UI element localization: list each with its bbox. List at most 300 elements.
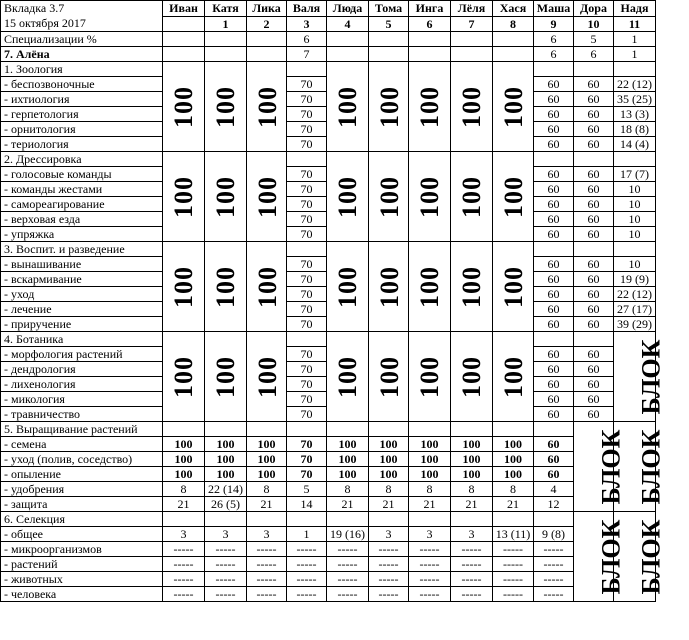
skill-label: - травничество (1, 407, 163, 422)
skill-row (1, 497, 656, 512)
col-name: Дора (574, 1, 614, 17)
value-cell (574, 152, 614, 167)
merged-score-value: 100 (333, 85, 362, 128)
merged-score-cell (493, 332, 534, 422)
value-cell: 21 (369, 497, 409, 512)
value-cell: 70 (287, 182, 327, 197)
merged-score-value: 100 (499, 175, 528, 218)
value-cell: 4 (534, 482, 574, 497)
col-name: Хася (493, 1, 534, 17)
value-cell: ----- (163, 587, 205, 602)
skill-label: - микроорганизмов (1, 542, 163, 557)
blok-label: БЛОК (596, 519, 626, 594)
blok-label: БЛОК (636, 519, 666, 594)
value-cell: ----- (409, 542, 451, 557)
value-cell: ----- (287, 542, 327, 557)
skill-label: - орнитология (1, 122, 163, 137)
merged-score-cell (163, 242, 205, 332)
value-cell: ----- (369, 542, 409, 557)
skill-label: - самореагирование (1, 197, 163, 212)
skill-label: - уход (полив, соседство) (1, 452, 163, 467)
skill-label: - общее (1, 527, 163, 542)
value-cell: 100 (369, 467, 409, 482)
value-cell: 60 (534, 317, 574, 332)
merged-score-cell (369, 242, 409, 332)
value-cell: 70 (287, 212, 327, 227)
skill-row (1, 482, 656, 497)
merged-score-cell (493, 152, 534, 242)
merged-score-value: 100 (169, 175, 198, 218)
merged-score-cell (451, 332, 493, 422)
value-cell: 12 (534, 497, 574, 512)
value-cell: 100 (493, 452, 534, 467)
value-cell: ----- (247, 572, 287, 587)
col-name: Люда (327, 1, 369, 17)
col-number (163, 16, 205, 32)
col-number: 3 (287, 16, 327, 32)
value-cell: ----- (409, 557, 451, 572)
value-cell (534, 512, 574, 527)
merged-score-value: 100 (415, 175, 444, 218)
merged-score-value: 100 (499, 265, 528, 308)
value-cell (574, 62, 614, 77)
value-cell: ----- (534, 557, 574, 572)
merged-score-value: 100 (211, 355, 240, 398)
value-cell: 60 (574, 362, 614, 377)
section-title: 1. Зоология (1, 62, 163, 77)
skill-label: - териология (1, 137, 163, 152)
tab-title-cell (1, 1, 163, 32)
value-cell (493, 47, 534, 62)
merged-score-cell (451, 62, 493, 152)
value-cell: 10 (614, 182, 656, 197)
merged-score-cell (409, 242, 451, 332)
value-cell: 60 (534, 107, 574, 122)
merged-score-value: 100 (457, 265, 486, 308)
value-cell: 60 (574, 392, 614, 407)
value-cell: 60 (574, 182, 614, 197)
col-number: 10 (574, 16, 614, 32)
section-title: 3. Воспит. и разведение (1, 242, 163, 257)
value-cell: ----- (287, 557, 327, 572)
value-cell (534, 152, 574, 167)
value-cell (247, 422, 287, 437)
value-cell (287, 512, 327, 527)
value-cell (574, 242, 614, 257)
value-cell: 8 (369, 482, 409, 497)
value-cell (451, 47, 493, 62)
merged-score-cell (409, 152, 451, 242)
value-cell: 60 (574, 317, 614, 332)
value-cell: 13 (3) (614, 107, 656, 122)
value-cell: 100 (247, 467, 287, 482)
value-cell: 70 (287, 452, 327, 467)
value-cell: 10 (614, 197, 656, 212)
value-cell: 19 (16) (327, 527, 369, 542)
value-cell: 70 (287, 137, 327, 152)
merged-score-value: 100 (499, 85, 528, 128)
tab-title: Вкладка 3.7 (4, 1, 65, 15)
value-cell: 60 (534, 302, 574, 317)
skill-label: - защита (1, 497, 163, 512)
alena-row (1, 47, 656, 62)
value-cell: ----- (205, 572, 247, 587)
skill-label: - герпетология (1, 107, 163, 122)
header-names-row (1, 1, 656, 17)
value-cell: 60 (574, 302, 614, 317)
skill-label: - семена (1, 437, 163, 452)
value-cell: ----- (287, 587, 327, 602)
value-cell: 60 (574, 212, 614, 227)
value-cell: 100 (451, 437, 493, 452)
value-cell: 70 (287, 167, 327, 182)
value-cell: 100 (247, 437, 287, 452)
value-cell (327, 512, 369, 527)
value-cell: 60 (534, 197, 574, 212)
value-cell: 70 (287, 227, 327, 242)
section-title: 2. Дрессировка (1, 152, 163, 167)
col-number: 4 (327, 16, 369, 32)
value-cell (287, 62, 327, 77)
skill-label: - голосовые команды (1, 167, 163, 182)
col-name: Лика (247, 1, 287, 17)
value-cell: 100 (163, 452, 205, 467)
value-cell: 21 (163, 497, 205, 512)
value-cell: 21 (451, 497, 493, 512)
value-cell: ----- (451, 542, 493, 557)
value-cell: 6 (534, 32, 574, 47)
value-cell: 8 (327, 482, 369, 497)
merged-score-value: 100 (375, 355, 404, 398)
value-cell: 1 (614, 47, 656, 62)
value-cell (287, 332, 327, 347)
value-cell (287, 422, 327, 437)
col-number: 6 (409, 16, 451, 32)
value-cell: 70 (287, 272, 327, 287)
merged-score-cell (163, 62, 205, 152)
value-cell: 22 (14) (205, 482, 247, 497)
section-title: 6. Селекция (1, 512, 163, 527)
value-cell: 22 (12) (614, 77, 656, 92)
value-cell: 60 (534, 347, 574, 362)
value-cell: ----- (369, 572, 409, 587)
value-cell: 26 (5) (205, 497, 247, 512)
value-cell: 70 (287, 407, 327, 422)
col-number: 8 (493, 16, 534, 32)
value-cell: 8 (163, 482, 205, 497)
value-cell (409, 512, 451, 527)
value-cell (409, 422, 451, 437)
col-name: Иван (163, 1, 205, 17)
value-cell: 100 (369, 437, 409, 452)
col-name: Валя (287, 1, 327, 17)
col-name: Инга (409, 1, 451, 17)
value-cell (493, 32, 534, 47)
specialization-row-label: Специализации % (1, 32, 163, 47)
blok-label: БЛОК (596, 429, 626, 504)
value-cell: ----- (534, 572, 574, 587)
value-cell: 5 (574, 32, 614, 47)
merged-score-cell (205, 242, 247, 332)
value-cell: 60 (534, 212, 574, 227)
value-cell: ----- (327, 587, 369, 602)
section-header-row (1, 422, 656, 437)
value-cell: 3 (369, 527, 409, 542)
value-cell (493, 512, 534, 527)
value-cell (451, 422, 493, 437)
value-cell: 60 (534, 287, 574, 302)
value-cell: 70 (287, 347, 327, 362)
value-cell (163, 32, 205, 47)
value-cell: ----- (327, 557, 369, 572)
value-cell: 100 (205, 452, 247, 467)
value-cell: 60 (574, 77, 614, 92)
value-cell: 1 (614, 32, 656, 47)
col-number: 1 (205, 16, 247, 32)
merged-score-value: 100 (415, 265, 444, 308)
section-header-row (1, 62, 656, 77)
value-cell: 70 (287, 467, 327, 482)
skill-row (1, 557, 656, 572)
value-cell: 60 (534, 467, 574, 482)
merged-score-value: 100 (169, 85, 198, 128)
merged-score-cell (163, 152, 205, 242)
skill-label: - ихтиология (1, 92, 163, 107)
merged-score-cell (451, 152, 493, 242)
value-cell: ----- (247, 587, 287, 602)
value-cell (534, 332, 574, 347)
merged-score-value: 100 (253, 175, 282, 218)
merged-score-value: 100 (457, 175, 486, 218)
value-cell: 60 (534, 392, 574, 407)
blok-cell (614, 332, 666, 422)
merged-score-value: 100 (253, 355, 282, 398)
merged-score-value: 100 (211, 175, 240, 218)
col-name: Катя (205, 1, 247, 17)
value-cell: 6 (287, 32, 327, 47)
merged-score-value: 100 (253, 85, 282, 128)
value-cell: 100 (493, 467, 534, 482)
value-cell: 70 (287, 377, 327, 392)
value-cell: 100 (493, 437, 534, 452)
merged-score-cell (205, 62, 247, 152)
value-cell: 60 (574, 122, 614, 137)
skill-label: - уход (1, 287, 163, 302)
skill-label: - вынашивание (1, 257, 163, 272)
value-cell: ----- (327, 572, 369, 587)
value-cell (369, 422, 409, 437)
value-cell: 13 (11) (493, 527, 534, 542)
value-cell: 21 (409, 497, 451, 512)
value-cell: ----- (163, 542, 205, 557)
alena-row-label: 7. Алёна (1, 47, 163, 62)
blok-cell (574, 512, 626, 602)
merged-score-cell (369, 332, 409, 422)
merged-score-value: 100 (333, 355, 362, 398)
skill-label: - опыление (1, 467, 163, 482)
blok-label: БЛОК (636, 429, 666, 504)
value-cell: 18 (8) (614, 122, 656, 137)
skill-label: - беспозвоночные (1, 77, 163, 92)
value-cell: ----- (205, 557, 247, 572)
merged-score-cell (247, 152, 287, 242)
value-cell (205, 47, 247, 62)
value-cell: 60 (534, 407, 574, 422)
value-cell: 100 (409, 452, 451, 467)
value-cell: 3 (205, 527, 247, 542)
merged-score-cell (409, 62, 451, 152)
value-cell: 14 (287, 497, 327, 512)
value-cell: 10 (614, 227, 656, 242)
value-cell: ----- (247, 557, 287, 572)
value-cell (327, 32, 369, 47)
skill-label: - человека (1, 587, 163, 602)
skill-row (1, 437, 656, 452)
value-cell: ----- (369, 587, 409, 602)
value-cell: 39 (29) (614, 317, 656, 332)
col-number: 5 (369, 16, 409, 32)
value-cell: 5 (287, 482, 327, 497)
value-cell: 8 (451, 482, 493, 497)
merged-score-cell (451, 242, 493, 332)
value-cell: 60 (534, 377, 574, 392)
value-cell: ----- (369, 557, 409, 572)
merged-score-value: 100 (457, 355, 486, 398)
value-cell (534, 422, 574, 437)
value-cell: 70 (287, 257, 327, 272)
value-cell: 70 (287, 287, 327, 302)
skill-label: - удобрения (1, 482, 163, 497)
value-cell: 60 (534, 362, 574, 377)
merged-score-cell (493, 62, 534, 152)
merged-score-value: 100 (457, 85, 486, 128)
value-cell (614, 242, 656, 257)
merged-score-cell (327, 62, 369, 152)
value-cell: ----- (534, 587, 574, 602)
value-cell: 60 (534, 137, 574, 152)
value-cell: 100 (369, 452, 409, 467)
value-cell (163, 422, 205, 437)
tab-date: 15 октября 2017 (4, 16, 86, 30)
value-cell: 3 (409, 527, 451, 542)
value-cell: 70 (287, 362, 327, 377)
value-cell: 70 (287, 107, 327, 122)
value-cell: 100 (327, 437, 369, 452)
value-cell: 10 (614, 212, 656, 227)
merged-score-cell (493, 242, 534, 332)
col-name: Тома (369, 1, 409, 17)
value-cell: 9 (8) (534, 527, 574, 542)
merged-score-cell (327, 242, 369, 332)
value-cell (287, 242, 327, 257)
value-cell (534, 242, 574, 257)
value-cell: 60 (574, 137, 614, 152)
value-cell: 60 (574, 197, 614, 212)
merged-score-cell (205, 332, 247, 422)
value-cell: 100 (451, 452, 493, 467)
value-cell (409, 32, 451, 47)
merged-score-value: 100 (333, 175, 362, 218)
merged-score-cell (247, 332, 287, 422)
value-cell (205, 32, 247, 47)
section-header-row (1, 152, 656, 167)
value-cell (534, 62, 574, 77)
value-cell: 60 (574, 227, 614, 242)
merged-score-value: 100 (333, 265, 362, 308)
blok-label: БЛОК (636, 339, 666, 414)
skill-row (1, 542, 656, 557)
merged-score-value: 100 (253, 265, 282, 308)
merged-score-cell (205, 152, 247, 242)
value-cell (451, 512, 493, 527)
skill-label: - упряжка (1, 227, 163, 242)
value-cell: 60 (574, 167, 614, 182)
value-cell (451, 32, 493, 47)
value-cell: 60 (534, 182, 574, 197)
value-cell: 100 (451, 467, 493, 482)
value-cell: 60 (534, 122, 574, 137)
merged-score-cell (247, 242, 287, 332)
value-cell: 17 (7) (614, 167, 656, 182)
value-cell: 100 (327, 452, 369, 467)
merged-score-cell (163, 332, 205, 422)
value-cell: 70 (287, 317, 327, 332)
value-cell: 8 (493, 482, 534, 497)
value-cell: ----- (163, 557, 205, 572)
col-name: Надя (614, 1, 656, 17)
value-cell (327, 422, 369, 437)
section-header-row (1, 242, 656, 257)
value-cell (493, 422, 534, 437)
merged-score-value: 100 (375, 265, 404, 308)
value-cell (574, 332, 614, 347)
value-cell: 19 (9) (614, 272, 656, 287)
value-cell: 3 (247, 527, 287, 542)
value-cell: 70 (287, 437, 327, 452)
value-cell: 60 (534, 272, 574, 287)
value-cell (287, 152, 327, 167)
skill-label: - лихенология (1, 377, 163, 392)
value-cell: ----- (205, 542, 247, 557)
skill-label: - приручение (1, 317, 163, 332)
value-cell: 60 (534, 437, 574, 452)
value-cell: 14 (4) (614, 137, 656, 152)
col-name: Лёля (451, 1, 493, 17)
value-cell: 60 (534, 167, 574, 182)
skill-label: - животных (1, 572, 163, 587)
value-cell (369, 512, 409, 527)
value-cell: 3 (163, 527, 205, 542)
skill-label: - команды жестами (1, 182, 163, 197)
value-cell: 10 (614, 257, 656, 272)
value-cell: ----- (163, 572, 205, 587)
skill-label: - лечение (1, 302, 163, 317)
value-cell (369, 47, 409, 62)
value-cell: 60 (534, 452, 574, 467)
value-cell: 7 (287, 47, 327, 62)
skill-row (1, 587, 656, 602)
value-cell: 60 (534, 257, 574, 272)
value-cell: ----- (451, 572, 493, 587)
merged-score-value: 100 (375, 175, 404, 218)
skill-row (1, 527, 656, 542)
value-cell: 100 (163, 437, 205, 452)
col-number: 2 (247, 16, 287, 32)
merged-score-value: 100 (211, 265, 240, 308)
value-cell (205, 422, 247, 437)
value-cell: 21 (493, 497, 534, 512)
value-cell: ----- (409, 572, 451, 587)
